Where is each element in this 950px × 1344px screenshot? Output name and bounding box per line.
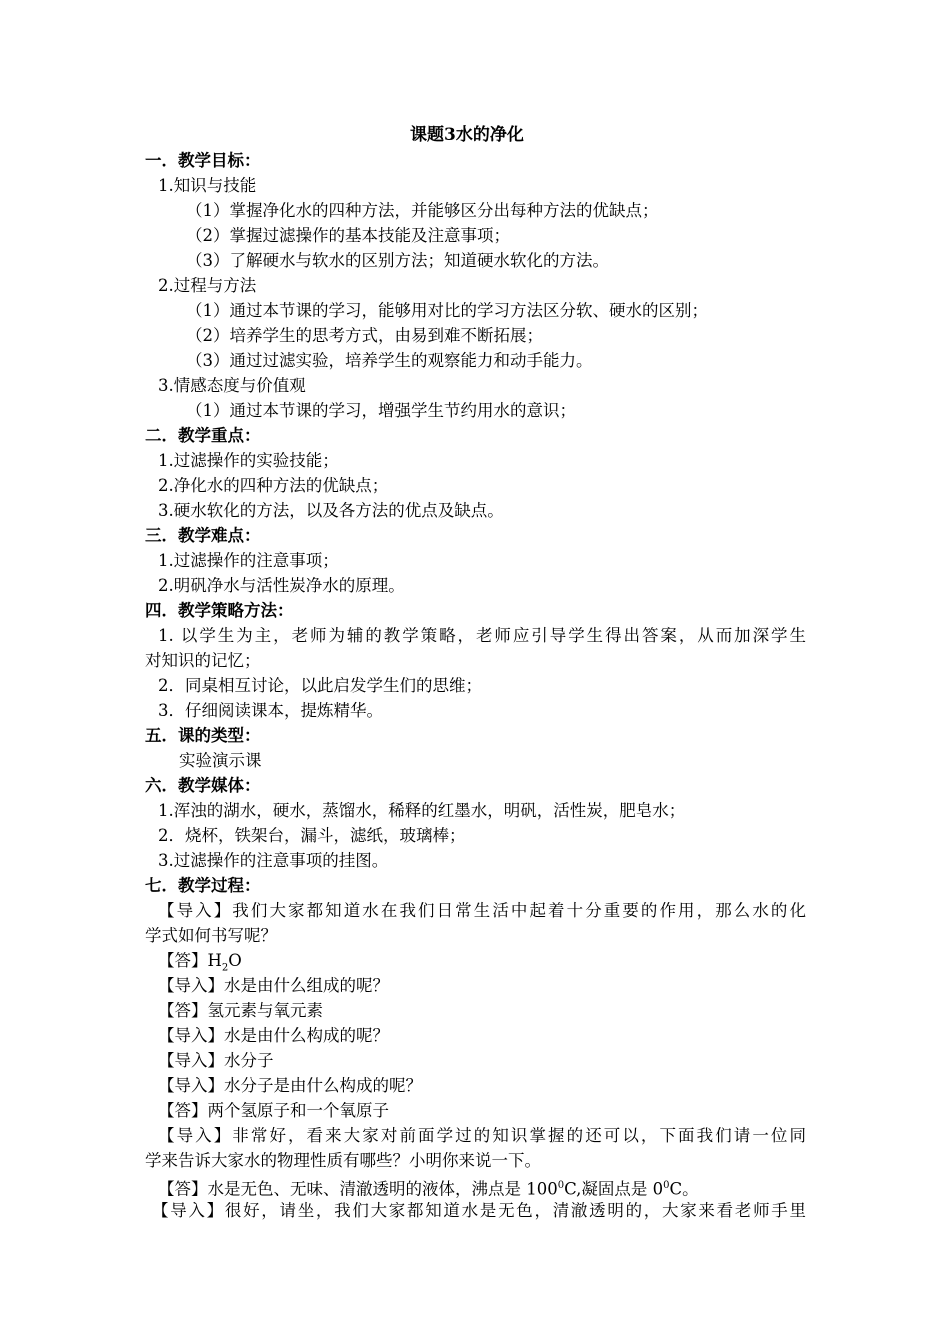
superscript: 0 <box>663 1180 670 1191</box>
goals-sub-2: 2.过程与方法 <box>158 276 257 295</box>
section-heading-media: 六．教学媒体： <box>145 776 261 795</box>
dialogue-line: 【导入】水分子是由什么构成的呢？ <box>158 1076 422 1095</box>
dialogue-line: 【答】氢元素与氧元素 <box>158 1001 323 1020</box>
section-heading-focus: 二．教学重点： <box>145 426 261 445</box>
dialogue-line: 【导入】水是由什么组成的呢？ <box>158 976 389 995</box>
page-title: 课题3水的净化 <box>410 125 524 145</box>
strategy-item: 3．仔细阅读课本，提炼精华。 <box>158 701 383 720</box>
section-heading-difficulty: 三．教学难点： <box>145 526 261 545</box>
goals-item: （2）培养学生的思考方式，由易到难不断拓展； <box>186 326 543 345</box>
media-item: 3.过滤操作的注意事项的挂图。 <box>158 851 389 870</box>
strategy-item: 1. 以学生为主，老师为辅的教学策略，老师应引导学生得出答案，从而加深学生 <box>158 626 806 645</box>
answer-text: C。 <box>669 1179 699 1199</box>
section-heading-strategy: 四．教学策略方法： <box>145 601 294 620</box>
dialogue-line: 【答】两个氢原子和一个氧原子 <box>158 1101 389 1120</box>
section-heading-process: 七．教学过程： <box>145 876 261 895</box>
section-heading-goals: 一．教学目标： <box>145 151 261 170</box>
focus-item: 2.净化水的四种方法的优缺点； <box>158 476 389 495</box>
dialogue-line-cont: 学来告诉大家水的物理性质有哪些？小明你来说一下。 <box>145 1151 541 1170</box>
dialogue-line: 【导入】很好，请坐，我们大家都知道水是无色，清澈透明的，大家来看老师手里 <box>152 1201 806 1220</box>
dialogue-line-cont: 学式如何书写呢？ <box>145 926 277 945</box>
dialogue-line: 【导入】我们大家都知道水在我们日常生活中起着十分重要的作用，那么水的化 <box>158 901 806 920</box>
difficulty-item: 1.过滤操作的注意事项； <box>158 551 339 570</box>
answer-text: 【答】H <box>158 951 222 970</box>
focus-item: 3.硬水软化的方法，以及各方法的优点及缺点。 <box>158 501 504 520</box>
difficulty-item: 2.明矾净水与活性炭净水的原理。 <box>158 576 405 595</box>
strategy-item: 2．同桌相互讨论，以此启发学生们的思维； <box>158 676 482 695</box>
goals-sub-3: 3.情感态度与价值观 <box>158 376 306 395</box>
answer-text: 【答】水是无色、无味、清澈透明的液体，沸点是 100 <box>158 1179 558 1199</box>
goals-item: （2）掌握过滤操作的基本技能及注意事项； <box>186 226 510 245</box>
type-value: 实验演示课 <box>179 751 262 770</box>
dialogue-line: 【导入】水是由什么构成的呢？ <box>158 1026 389 1045</box>
strategy-item-cont: 对知识的记忆； <box>145 651 261 670</box>
goals-item: （3）了解硬水与软水的区别方法；知道硬水软化的方法。 <box>186 251 609 270</box>
subscript: 2 <box>221 962 229 974</box>
goals-item: （1）通过本节课的学习，能够用对比的学习方法区分软、硬水的区别； <box>186 301 708 320</box>
answer-text: O <box>228 951 242 970</box>
goals-item: （1）掌握净化水的四种方法，并能够区分出每种方法的优缺点； <box>186 201 659 220</box>
goals-item: （1）通过本节课的学习，增强学生节约用水的意识； <box>186 401 576 420</box>
dialogue-line: 【导入】非常好，看来大家对前面学过的知识掌握的还可以，下面我们请一位同 <box>158 1126 806 1145</box>
media-item: 2．烧杯，铁架台，漏斗，滤纸，玻璃棒； <box>158 826 466 845</box>
dialogue-line: 【导入】水分子 <box>158 1051 274 1070</box>
focus-item: 1.过滤操作的实验技能； <box>158 451 339 470</box>
goals-item: （3）通过过滤实验，培养学生的观察能力和动手能力。 <box>186 351 593 370</box>
media-item: 1.浑浊的湖水，硬水，蒸馏水，稀释的红墨水，明矾，活性炭，肥皂水； <box>158 801 686 820</box>
goals-sub-1: 1.知识与技能 <box>158 176 257 195</box>
superscript: 0 <box>557 1180 565 1191</box>
section-heading-type: 五．课的类型： <box>145 726 261 745</box>
answer-text: C,凝固点是 0 <box>564 1179 664 1199</box>
